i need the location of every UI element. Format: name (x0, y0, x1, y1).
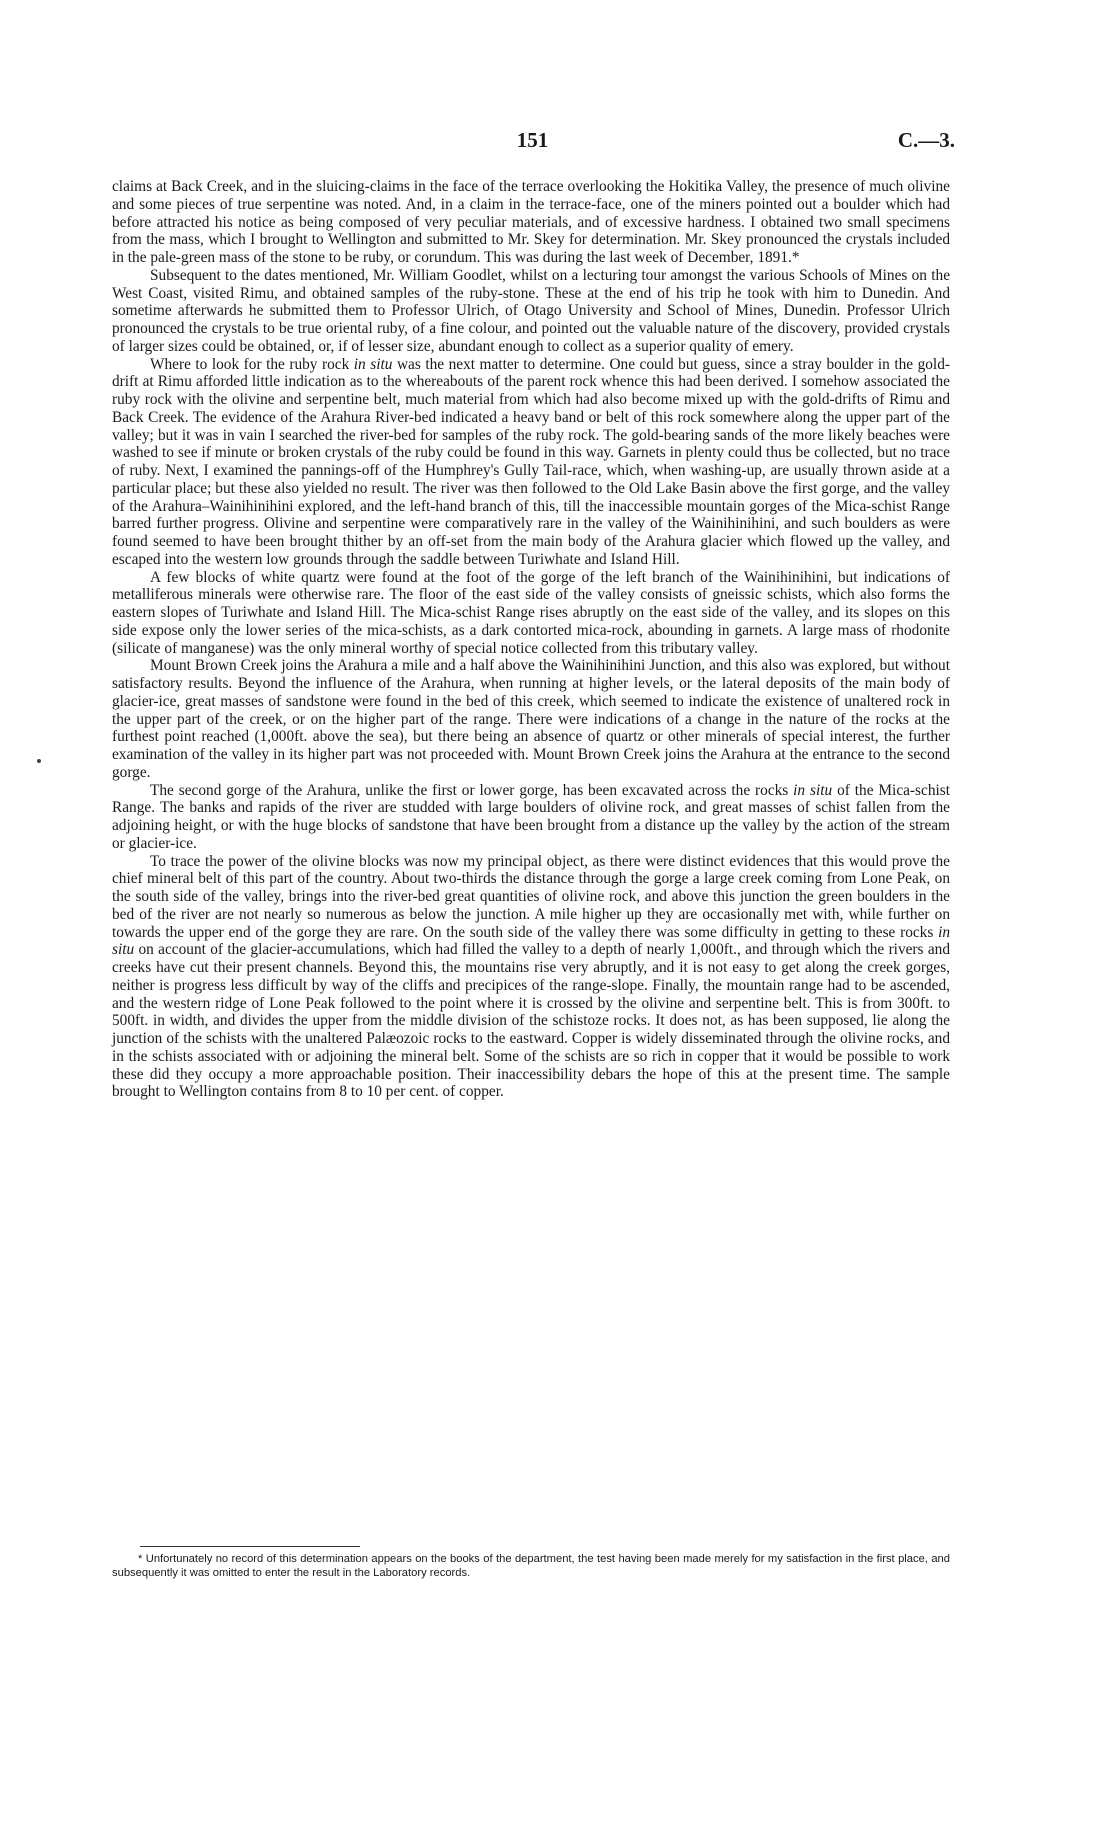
paragraph (112, 853, 950, 1102)
text-run: Where to look for the ruby rock (150, 355, 354, 373)
page-number: 151 (516, 128, 549, 152)
italic-run: in situ (112, 923, 950, 959)
paragraph (112, 782, 950, 853)
text-run: of the Mica-schist Range. The banks and rapids of the river are studded with large boulders of olivine rock, and great masses of schist fallen from the adjoining height, or with the huge blocks of sandstone that have been brought from a distance up the valley by the action of the stream or glacier-ice. (112, 781, 950, 852)
page-header (110, 128, 955, 158)
italic-run: in situ (353, 355, 393, 373)
paragraph (112, 267, 950, 356)
stray-ink-mark (37, 759, 41, 763)
text-run: A few blocks of white quartz were found at the foot of the gorge of the left branch of the Wainihinihini, but indications of metalliferous minerals were otherwise rare. The floor of the east side of the valley consists of gneissic schists, which also forms the eastern slopes of Turiwhate and Island Hill. The Mica-schist Range rises abruptly on the east side of the valley, and its slopes on this side expose only the lower series of the mica-schists, as a dark contorted mica-rock, abounding in garnets. A large mass of rhodonite (silicate of manganese) was the only mineral worthy of special notice collected from this tributary valley. (112, 568, 950, 657)
footnote-rule (140, 1546, 360, 1547)
body-text (112, 178, 950, 1101)
paragraph (112, 569, 950, 658)
text-run: claims at Back Creek, and in the sluicing-claims in the face of the terrace overlooking the Hokitika Valley, the presence of much olivine and some pieces of true serpentine was noted. And, in a claim in the terrace-face, one of the miners pointed out a boulder which had before attracted his notice as being composed of very peculiar materials, and of excessive hardness. I obtained two small specimens from the mass, which I brought to Wellington and submitted to Mr. Skey for determination. Mr. Skey pronounced the crystals included in the pale-green mass of the stone to be ruby, or corundum. This was during the last week of December, 1891.* (112, 178, 950, 266)
footnote-text: * Unfortunately no record of this determination appears on the books of the department, the test having been made merely for my satisfaction in the first place, and subsequently it was omitted to enter the result in the Laboratory records. (112, 1553, 950, 1579)
text-run: was the next matter to determine. One could but guess, since a stray boulder in the gold-drift at Rimu afforded little indication as to the whereabouts of the parent rock whence this had been derived. I somehow associated the ruby rock with the olivine and serpentine belt, much material from which had also become mixed up with the gold-drifts of Rimu and Back Creek. The evidence of the Arahura River-bed indicated a heavy band or belt of this rock somewhere along the upper part of the valley; but it was in vain I searched the river-bed for samples of the ruby rock. The gold-bearing sands of the more likely beaches were washed to see if minute or broken crystals of the ruby could be found in this way. Garnets in plenty could thus be collected, but no trace of ruby. Next, I examined the pannings-off of the Humphrey's Gully Tail-race, which, when washing-up, are usually thrown aside at a particular place; but these also yielded no result. The river was then followed to the Old Lake Basin above the first gorge, and the valley of the Arahura–Wainihinihini explored, and the left-hand branch of this, till the inaccessible mountain gorges of the Mica-schist Range barred further progress. Olivine and serpentine were comparatively rare in the valley of the Wainihinihini, and such boulders as were found seemed to have been brought thither by an off-set from the main body of the Arahura glacier which flowed up the valley, and escaped into the western low grounds through the saddle between Turiwhate and Island Hill. (112, 355, 950, 568)
text-run: Mount Brown Creek joins the Arahura a mile and a half above the Wainihinihini Junction, and this also was explored, but without satisfactory results. Beyond the influence of the Arahura, when running at higher levels, or the lateral deposits of the main body of glacier-ice, great masses of sandstone were found in the bed of this creek, which seemed to indicate the existence of unaltered rock in the upper part of the creek, or on the higher part of the range. There were indications of a change in the nature of the rocks at the furthest point reached (1,000ft. above the sea), but there being an absence of quartz or other minerals of special interest, the further examination of the valley in its higher part was not proceeded with. Mount Brown Creek joins the Arahura at the entrance to the second gorge. (112, 657, 950, 781)
paragraph (112, 356, 950, 569)
paragraph (112, 657, 950, 781)
document-reference: C.—3. (897, 128, 955, 152)
text-run: Subsequent to the dates mentioned, Mr. William Goodlet, whilst on a lecturing tour amongst the various Schools of Mines on the West Coast, visited Rimu, and obtained samples of the ruby-stone. These at the end of his trip he took with him to Dunedin. And sometime afterwards he submitted them to Professor Ulrich, of Otago University and School of Mines, Dunedin. Professor Ulrich pronounced the crystals to be true oriental ruby, of a fine colour, and pointed out the valuable nature of the discovery, provided crystals of larger sizes could be obtained, or, if of lesser size, abundant enough to collect as a superior quality of emery. (112, 266, 950, 355)
text-run: The second gorge of the Arahura, unlike the first or lower gorge, has been excavated across the rocks (150, 781, 794, 799)
paragraph (112, 178, 950, 267)
italic-run: in situ (793, 781, 833, 799)
footnote (112, 1552, 950, 1580)
text-run: To trace the power of the olivine blocks was now my principal object, as there were distinct evidences that this would prove the chief mineral belt of this part of the country. About two-thirds the distance through the gorge a large creek coming from Lone Peak, on the south side of the valley, brings into the river-bed great quantities of olivine rock, and above this junction the green boulders in the bed of the river are not nearly so numerous as below the junction. A mile higher up they are occasionally met with, while further on towards the upper end of the gorge they are rare. On the south side of the valley there was some difficulty in getting to these rocks (112, 852, 950, 941)
text-run: on account of the glacier-accumulations, which had filled the valley to a depth of nearly 1,000ft., and through which the rivers and creeks have cut their present channels. Beyond this, the mountains rise very abruptly, and it is not easy to get along the creek gorges, neither is progress less difficult by way of the cliffs and precipices of the range-slope. Finally, the mountain range had to be ascended, and the western ridge of Lone Peak followed to the point where it is crossed by the olivine and serpentine belt. This is from 300ft. to 500ft. in width, and divides the upper from the middle division of the schistoze rocks. It does not, as has been supposed, lie along the junction of the schists with the unaltered Palæozoic rocks to the eastward. Copper is widely disseminated through the olivine rocks, and in the schists associated with or adjoining the mineral belt. Some of the schists are so rich in copper that it would be possible to work these did they occupy a more approachable position. Their inaccessibility debars the hope of this at the present time. The sample brought to Wellington contains from 8 to 10 per cent. of copper. (112, 941, 950, 1101)
